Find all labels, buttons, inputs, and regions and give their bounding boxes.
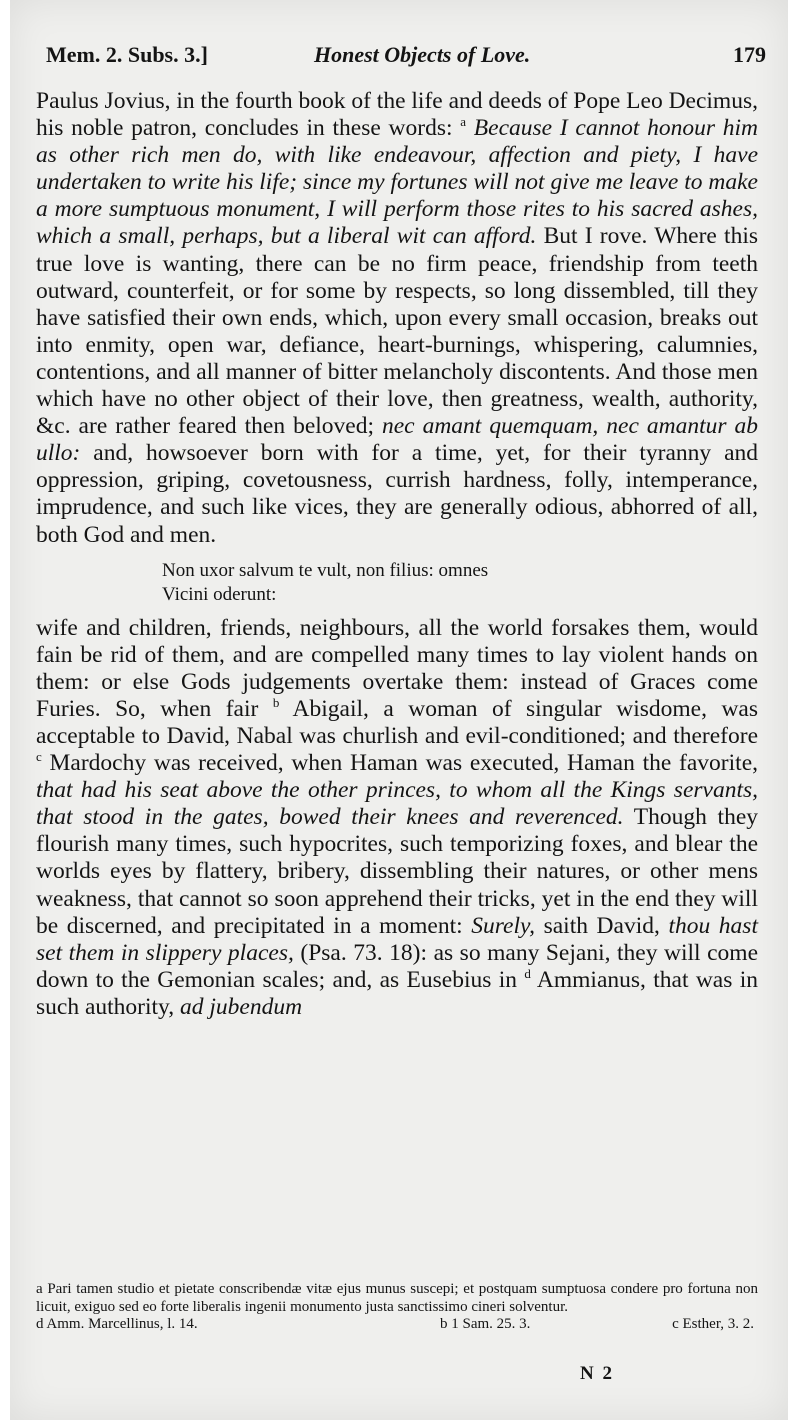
footnote-a: a Pari tamen studio et pietate conscribendæ vitæ ejus munus suscepi; et postquam sumptuosa condere pro fortuna non licuit, exiguo sed eo forte liberalis ingenii monumento justa sanctissimo cineri solventur. — [36, 1281, 758, 1315]
italic-run: ad jubendum — [180, 993, 303, 1020]
verse-quotation — [162, 559, 758, 607]
verse-line-1: Non uxor salvum te vult, non filius: omnes — [162, 559, 489, 581]
signature-mark: N 2 — [580, 1363, 614, 1384]
italic-run: nec amant quemquam, nec amantur ab ullo: — [36, 413, 758, 467]
footnote-d: d Amm. Marcellinus, l. 14. — [36, 1316, 198, 1332]
text-run: Paulus Jovius, in the fourth book of the life and deeds of Pope Leo Decimus, his noble patron, concludes in these words: — [36, 88, 758, 142]
text-run: and, howsoever born with for a time, yet, for their tyranny and oppression, griping, covetousness, currish hardness, folly, intemperance, imprudence, and such like vices, they are generally odious, abhorred of all, both God and men. — [36, 440, 758, 548]
italic-run: that had his seat above the other princes, to whom all the Kings servants, that stood in the gates, bowed their knees and reverenced. — [36, 777, 758, 831]
section-reference: Mem. 2. Subs. 3.] — [46, 42, 208, 67]
main-text — [36, 88, 758, 1021]
text-run: saith David, — [535, 912, 669, 939]
paragraph-1 — [36, 88, 758, 549]
footnote-marker: b — [272, 695, 280, 711]
text-run: (Psa. 73. 18): as so many Sejani, they will come down to the Gemonian scales; and, as Eusebius in — [36, 939, 759, 993]
footnote-marker: d — [524, 965, 531, 981]
italic-run: Surely, — [471, 912, 536, 939]
footnote-marker: c — [36, 749, 42, 765]
page-number: 179 — [733, 42, 766, 67]
italic-run: Because I cannot honour him as other rich men do, with like endeavour, affection and piety, I have undertaken to write his life; since my fortunes will not give me leave to make a more sumptuous monument, I will perform those rites to his sacred ashes, which a small, perhaps, but a liberal wit can afford. — [36, 115, 758, 250]
footnote-marker: a — [460, 114, 467, 130]
text-run: Ammianus, that was in such authority, — [36, 966, 758, 1020]
text-run: Mardochy was received, when Haman was executed, Haman the favorite, — [41, 750, 758, 777]
running-header — [46, 42, 770, 76]
footnote-c: c Esther, 3. 2. — [672, 1316, 754, 1332]
text-run: Abigail, a woman of singular wisdome, was acceptable to David, Nabal was churlish and evil-conditioned; and therefore — [36, 695, 758, 749]
text-run: wife and children, friends, neighbours, all the world forsakes them, would fain be rid of them, and are compelled many times to lay violent hands on them: or else Gods judgements overtake them: instead of Graces come Furies. So, when fair — [36, 614, 758, 722]
paragraph-2 — [36, 615, 758, 1021]
footnote-b: b 1 Sam. 25. 3. — [440, 1316, 531, 1332]
text-run: Though they flourish many times, such hypocrites, such temporizing foxes, and blear the worlds eyes by flattery, bribery, dissembling their natures, or other mens weakness, that cannot so soon apprehend their tricks, yet in the end they will be discerned, and precipitated in a moment: — [36, 804, 758, 939]
verse-line-2: Vicini oderunt: — [162, 583, 277, 605]
italic-run: thou hast set them in slippery places, — [36, 912, 758, 966]
running-title: Honest Objects of Love. — [314, 42, 531, 67]
footnotes — [36, 1281, 758, 1334]
text-run: But I rove. Where this true love is wanting, there can be no firm peace, friendship from teeth outward, counterfeit, or for some by respects, so long dissembled, till they have satisfied their own ends, which, upon every small occasion, breaks out into enmity, open war, defiance, heart-burnings, whispering, calumnies, contentions, and all manner of bitter melancholy discontents. And those men which have no other object of their love, then greatness, wealth, authority, &c. are rather feared then beloved; — [36, 223, 758, 440]
